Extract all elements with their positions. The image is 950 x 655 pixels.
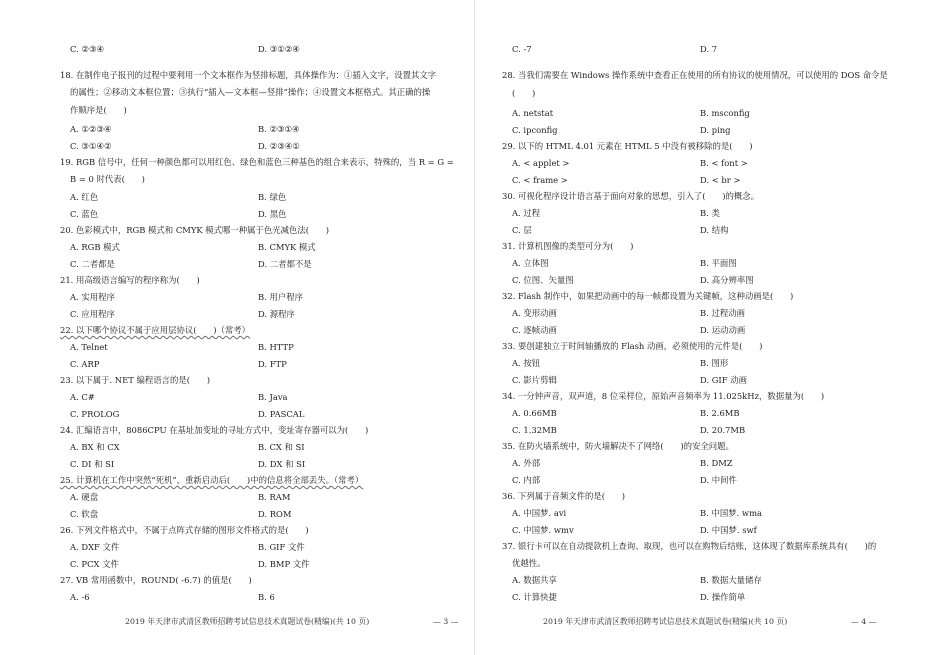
question-text: 27. VB 常用函数中，ROUND( -6.7) 的值是( ) xyxy=(60,575,252,585)
answer-option: D. ②③④① xyxy=(258,141,300,151)
question-text: 34. 一分钟声音，双声道，8 位采样位，原始声音频率为 11.025kHz，数据量为( ) xyxy=(502,391,825,401)
answer-option: B. 类 xyxy=(700,208,720,218)
answer-option: D. PASCAL xyxy=(258,409,305,419)
question-text: 作顺序是( ) xyxy=(70,105,127,115)
answer-option: A. DXF 文件 xyxy=(70,542,120,552)
question-text: 22. 以下哪个协议不属于应用层协议( )（常考） xyxy=(60,325,251,335)
answer-option: A. Telnet xyxy=(70,342,108,352)
footer-title: 2019 年天津市武清区教师招聘考试信息技术真题试卷(精编)(共 10 页) xyxy=(543,617,788,626)
answer-option: C. 软盘 xyxy=(70,509,99,519)
question-text: 32. Flash 制作中，如果把动画中的每一帧都设置为关键帧，这种动画是( ) xyxy=(502,291,794,301)
answer-option: A. BX 和 CX xyxy=(70,442,120,452)
answer-option: A. 按钮 xyxy=(512,358,541,368)
question-text: ( ) xyxy=(512,88,536,98)
answer-option: A. 红色 xyxy=(70,192,99,202)
question-text: 19. RGB 信号中，任何一种颜色都可以用红色、绿色和蓝色三种基色的组合来表示，特殊的，当 R = G = xyxy=(60,157,454,167)
answer-option: C. 应用程序 xyxy=(70,309,115,319)
question-text: 35. 在防火墙系统中，防火墙解决不了网络( )的安全问题。 xyxy=(502,441,734,451)
question-text: 28. 当我们需要在 Windows 操作系统中查看正在使用的所有协议的使用情况，可以使用的 DOS 命令是 xyxy=(502,70,888,80)
answer-option: C. 中国梦. wmv xyxy=(512,525,574,535)
question-text: B = 0 时代表( ) xyxy=(70,174,145,184)
answer-option: A. < applet > xyxy=(512,158,570,168)
answer-option: C. 层 xyxy=(512,225,532,235)
answer-option: A. 过程 xyxy=(512,208,541,218)
answer-option: A. netstat xyxy=(512,108,554,118)
question-text: 30. 可视化程序设计语言基于面向对象的思想，引入了( )的概念。 xyxy=(502,191,760,201)
answer-option: C. ②③④ xyxy=(70,44,104,54)
answer-option: D. 中国梦. swf xyxy=(700,525,757,535)
answer-option: A. 实用程序 xyxy=(70,292,115,302)
question-text: 29. 以下的 HTML 4.01 元素在 HTML 5 中没有被移除的是( ) xyxy=(502,141,753,151)
answer-option: C. 逐帧动画 xyxy=(512,325,557,335)
answer-option: A. C# xyxy=(70,392,95,402)
answer-option: D. 黑色 xyxy=(258,209,287,219)
answer-option: B. < font > xyxy=(700,158,748,168)
answer-option: D. 二者都不是 xyxy=(258,259,312,269)
answer-option: B. GIF 文件 xyxy=(258,542,305,552)
answer-option: B. RAM xyxy=(258,492,291,502)
answer-option: B. CX 和 SI xyxy=(258,442,305,452)
answer-option: A. 变形动画 xyxy=(512,308,557,318)
answer-option: B. HTTP xyxy=(258,342,294,352)
right-page xyxy=(475,0,950,655)
answer-option: B. 2.6MB xyxy=(700,408,740,418)
answer-option: B. 6 xyxy=(258,592,275,602)
answer-option: D. FTP xyxy=(258,359,287,369)
answer-option: D. 源程序 xyxy=(258,309,295,319)
answer-option: B. 用户程序 xyxy=(258,292,303,302)
answer-option: D. 高分辨率图 xyxy=(700,275,754,285)
answer-option: A. 硬盘 xyxy=(70,492,99,502)
answer-option: A. RGB 模式 xyxy=(70,242,120,252)
footer-title: 2019 年天津市武清区教师招聘考试信息技术真题试卷(精编)(共 10 页) xyxy=(125,617,370,626)
question-text: 的属性；②移动文本框位置；③执行“插入—文本框—竖排”操作；④设置文本框格式。其正确的操 xyxy=(70,87,431,97)
question-text: 23. 以下属于. NET 编程语言的是( ) xyxy=(60,375,211,385)
question-text: 26. 下列文件格式中，不属于点阵式存储的图形文件格式的是( ) xyxy=(60,525,309,535)
answer-option: D. 运动动画 xyxy=(700,325,746,335)
footer-page-number: — 4 — xyxy=(851,617,877,626)
answer-option: A. ①②③④ xyxy=(70,124,112,134)
answer-option: D. < br > xyxy=(700,175,741,185)
answer-option: C. -7 xyxy=(512,44,532,54)
answer-option: D. BMP 文件 xyxy=(258,559,310,569)
answer-option: B. msconfig xyxy=(700,108,750,118)
answer-option: B. 中国梦. wma xyxy=(700,508,763,518)
question-text: 33. 要创建独立于时间轴播放的 Flash 动画，必须使用的元件是( ) xyxy=(502,341,763,351)
answer-option: C. PROLOG xyxy=(70,409,120,419)
answer-option: D. ROM xyxy=(258,509,292,519)
question-text: 20. 色彩模式中，RGB 模式和 CMYK 模式哪一种属于色光减色法( ) xyxy=(60,225,330,235)
answer-option: D. 结构 xyxy=(700,225,729,235)
answer-option: C. 影片剪辑 xyxy=(512,375,557,385)
answer-option: B. 绿色 xyxy=(258,192,287,202)
answer-option: D. 7 xyxy=(700,44,718,54)
answer-option: D. ③①②④ xyxy=(258,44,300,54)
answer-option: C. ARP xyxy=(70,359,100,369)
answer-option: C. 1.32MB xyxy=(512,425,557,435)
answer-option: C. DI 和 SI xyxy=(70,459,115,469)
answer-option: A. 立体图 xyxy=(512,258,549,268)
answer-option: B. 图形 xyxy=(700,358,729,368)
answer-option: D. ping xyxy=(700,125,731,135)
answer-option: B. 过程动画 xyxy=(700,308,745,318)
question-text: 24. 汇编语言中，8086CPU 在基址加变址的寻址方式中，变址寄存器可以为( ) xyxy=(60,425,369,435)
question-text: 优越性。 xyxy=(512,558,546,568)
answer-option: C. 计算快捷 xyxy=(512,592,557,602)
question-text: 25. 计算机在工作中突然“死机”，重新启动后( )中的信息将全部丢失。（常考） xyxy=(60,475,364,485)
answer-option: C. 二者都是 xyxy=(70,259,115,269)
question-text: 37. 银行卡可以在自动提款机上查询、取现，也可以在购物后结账，这体现了数据库系统具有( )的 xyxy=(502,541,877,551)
answer-option: A. 0.66MB xyxy=(512,408,557,418)
question-text: 21. 用高级语言编写的程序称为( ) xyxy=(60,275,200,285)
answer-option: D. 操作简单 xyxy=(700,592,746,602)
answer-option: B. Java xyxy=(258,392,288,402)
answer-option: A. -6 xyxy=(70,592,90,602)
answer-option: C. < frame > xyxy=(512,175,568,185)
answer-option: D. 20.7MB xyxy=(700,425,746,435)
answer-option: B. 平面图 xyxy=(700,258,737,268)
answer-option: C. ipconfig xyxy=(512,125,558,135)
footer-page-number: — 3 — xyxy=(433,617,459,626)
answer-option: D. GIF 动画 xyxy=(700,375,747,385)
answer-option: C. 蓝色 xyxy=(70,209,99,219)
answer-option: D. DX 和 SI xyxy=(258,459,306,469)
answer-option: B. 数据大量储存 xyxy=(700,575,762,585)
answer-option: A. 外部 xyxy=(512,458,541,468)
answer-option: B. ②③①④ xyxy=(258,124,300,134)
answer-option: B. DMZ xyxy=(700,458,733,468)
answer-option: C. ③①④② xyxy=(70,141,112,151)
answer-option: C. 位图、矢量图 xyxy=(512,275,574,285)
question-text: 31. 计算机图像的类型可分为( ) xyxy=(502,241,634,251)
answer-option: D. 中间件 xyxy=(700,475,737,485)
answer-option: C. PCX 文件 xyxy=(70,559,119,569)
answer-option: B. CMYK 模式 xyxy=(258,242,316,252)
question-text: 18. 在制作电子报刊的过程中要利用一个文本框作为竖排标题，具体操作为：①插入文字，设置其文字 xyxy=(60,70,437,80)
question-text: 36. 下列属于音频文件的是( ) xyxy=(502,491,626,501)
answer-option: A. 中国梦. avi xyxy=(512,508,567,518)
answer-option: C. 内部 xyxy=(512,475,541,485)
answer-option: A. 数据共享 xyxy=(512,575,557,585)
